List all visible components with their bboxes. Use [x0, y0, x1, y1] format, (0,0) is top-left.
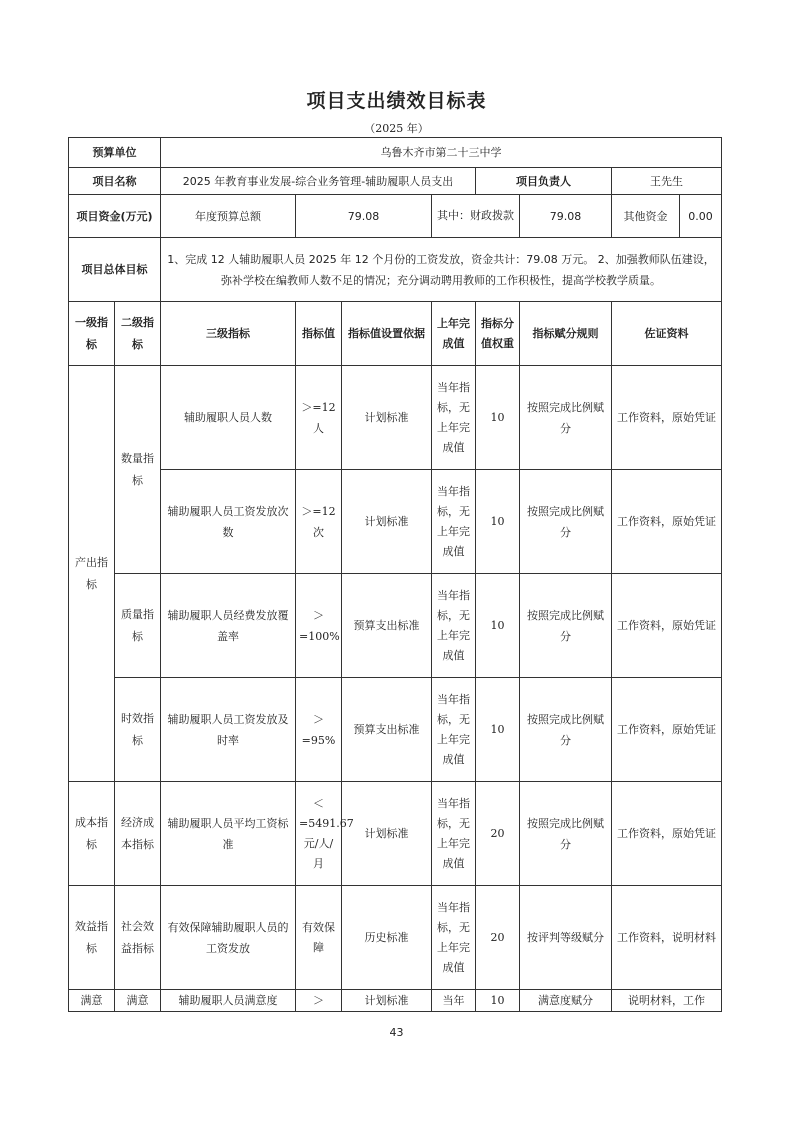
- budget-unit-value: 乌鲁木齐市第二十三中学: [161, 138, 722, 168]
- row-l3: 辅助履职人员工资发放及时率: [161, 678, 296, 782]
- annual-budget-label: 年度预算总额: [161, 195, 296, 238]
- row-evidence: 工作资料，原始凭证: [612, 366, 722, 470]
- row-basis: 计划标准: [342, 990, 432, 1012]
- row-evidence: 工作资料，说明材料: [612, 886, 722, 990]
- table-row: [69, 886, 722, 990]
- project-name-value: 2025 年教育事业发展-综合业务管理-辅助履职人员支出: [161, 168, 476, 195]
- row-l2: 满意: [115, 990, 161, 1012]
- row-last-year: 当年指标，无上年完成值: [432, 782, 476, 886]
- row-basis: 计划标准: [342, 470, 432, 574]
- performance-table: [68, 137, 722, 1012]
- row-value: ＜=5491.67元/人/月: [296, 782, 342, 886]
- col-level3: 三级指标: [161, 302, 296, 366]
- row-l2: 经济成本指标: [115, 782, 161, 886]
- row-weight: 10: [476, 574, 520, 678]
- row-l2: 质量指标: [115, 574, 161, 678]
- col-level1: 一级指标: [69, 302, 115, 366]
- row-l3: 辅助履职人员经费发放覆盖率: [161, 574, 296, 678]
- table-row: [69, 782, 722, 886]
- row-rule: 按照完成比例赋分: [520, 366, 612, 470]
- group-benefit: 效益指标: [69, 886, 115, 990]
- document-year: （2025 年）: [364, 122, 429, 135]
- row-weight: 10: [476, 990, 520, 1012]
- row-l3: 辅助履职人员平均工资标准: [161, 782, 296, 886]
- goal-text: 1、完成 12 人辅助履职人员 2025 年 12 个月份的工资发放，资金共计：79.08 万元。 2、加强教师队伍建设，弥补学校在编教师人数不足的情况；充分调动聘用教师的工作积极性，提高学校教学质量。: [161, 238, 722, 302]
- fiscal-value: 79.08: [520, 195, 612, 238]
- group-cost: 成本指标: [69, 782, 115, 886]
- col-value: 指标值: [296, 302, 342, 366]
- table-row: [69, 990, 722, 1012]
- col-evidence: 佐证资料: [612, 302, 722, 366]
- row-l3: 辅助履职人员满意度: [161, 990, 296, 1012]
- project-name-label: 项目名称: [69, 168, 161, 195]
- row-value: ＞: [296, 990, 342, 1012]
- row-evidence: 工作资料，原始凭证: [612, 574, 722, 678]
- row-last-year: 当年: [432, 990, 476, 1012]
- row-rule: 按照完成比例赋分: [520, 574, 612, 678]
- annual-budget-value: 79.08: [296, 195, 432, 238]
- row-last-year: 当年指标，无上年完成值: [432, 886, 476, 990]
- row-rule: 按照完成比例赋分: [520, 678, 612, 782]
- table-row: [69, 574, 722, 678]
- row-l2: 数量指标: [115, 366, 161, 574]
- row-rule: 按照完成比例赋分: [520, 470, 612, 574]
- other-funds-value: 0.00: [680, 195, 721, 237]
- col-level2: 二级指标: [115, 302, 161, 366]
- row-rule: 按评判等级赋分: [520, 886, 612, 990]
- group-satisfaction: 满意: [69, 990, 115, 1012]
- row-basis: 预算支出标准: [342, 678, 432, 782]
- row-evidence: 工作资料，原始凭证: [612, 782, 722, 886]
- row-l2: 社会效益指标: [115, 886, 161, 990]
- col-last-year: 上年完成值: [432, 302, 476, 366]
- row-weight: 10: [476, 678, 520, 782]
- budget-unit-label: 预算单位: [69, 138, 161, 168]
- project-leader-value: 王先生: [612, 168, 722, 195]
- table-row: [69, 366, 722, 470]
- row-evidence: 工作资料，原始凭证: [612, 470, 722, 574]
- row-rule: 满意度赋分: [520, 990, 612, 1012]
- row-l3: 辅助履职人员工资发放次数: [161, 470, 296, 574]
- row-l2: 时效指标: [115, 678, 161, 782]
- row-basis: 计划标准: [342, 366, 432, 470]
- col-rule: 指标赋分规则: [520, 302, 612, 366]
- goal-label: 项目总体目标: [69, 238, 161, 302]
- col-basis: 指标值设置依据: [342, 302, 432, 366]
- row-l3: 有效保障辅助履职人员的工资发放: [161, 886, 296, 990]
- row-basis: 计划标准: [342, 782, 432, 886]
- page-number: 43: [389, 1026, 404, 1039]
- row-last-year: 当年指标，无上年完成值: [432, 678, 476, 782]
- other-funds-label: [612, 195, 722, 238]
- row-rule: 按照完成比例赋分: [520, 782, 612, 886]
- row-weight: 20: [476, 782, 520, 886]
- group-output: 产出指标: [69, 366, 115, 782]
- row-l3: 辅助履职人员人数: [161, 366, 296, 470]
- row-value: ＞=95%: [296, 678, 342, 782]
- row-value: ＞=100%: [296, 574, 342, 678]
- document-title: 项目支出绩效目标表: [306, 90, 487, 112]
- other-funds-label-text: 其他资金: [623, 209, 668, 223]
- table-row: [69, 678, 722, 782]
- row-value: 有效保障: [296, 886, 342, 990]
- table-row: [69, 470, 722, 574]
- row-weight: 10: [476, 470, 520, 574]
- row-last-year: 当年指标，无上年完成值: [432, 470, 476, 574]
- row-basis: 历史标准: [342, 886, 432, 990]
- row-value: ＞=12人: [296, 366, 342, 470]
- row-evidence: 工作资料，原始凭证: [612, 678, 722, 782]
- row-last-year: 当年指标，无上年完成值: [432, 366, 476, 470]
- col-weight: 指标分值权重: [476, 302, 520, 366]
- row-weight: 20: [476, 886, 520, 990]
- fiscal-label: 其中：财政拨款: [432, 195, 520, 238]
- other-funds-split: [612, 195, 721, 237]
- row-last-year: 当年指标，无上年完成值: [432, 574, 476, 678]
- row-weight: 10: [476, 366, 520, 470]
- row-basis: 预算支出标准: [342, 574, 432, 678]
- funds-label: 项目资金(万元): [69, 195, 161, 238]
- project-leader-label: 项目负责人: [476, 168, 612, 195]
- row-evidence: 说明材料，工作: [612, 990, 722, 1012]
- row-value: ＞=12次: [296, 470, 342, 574]
